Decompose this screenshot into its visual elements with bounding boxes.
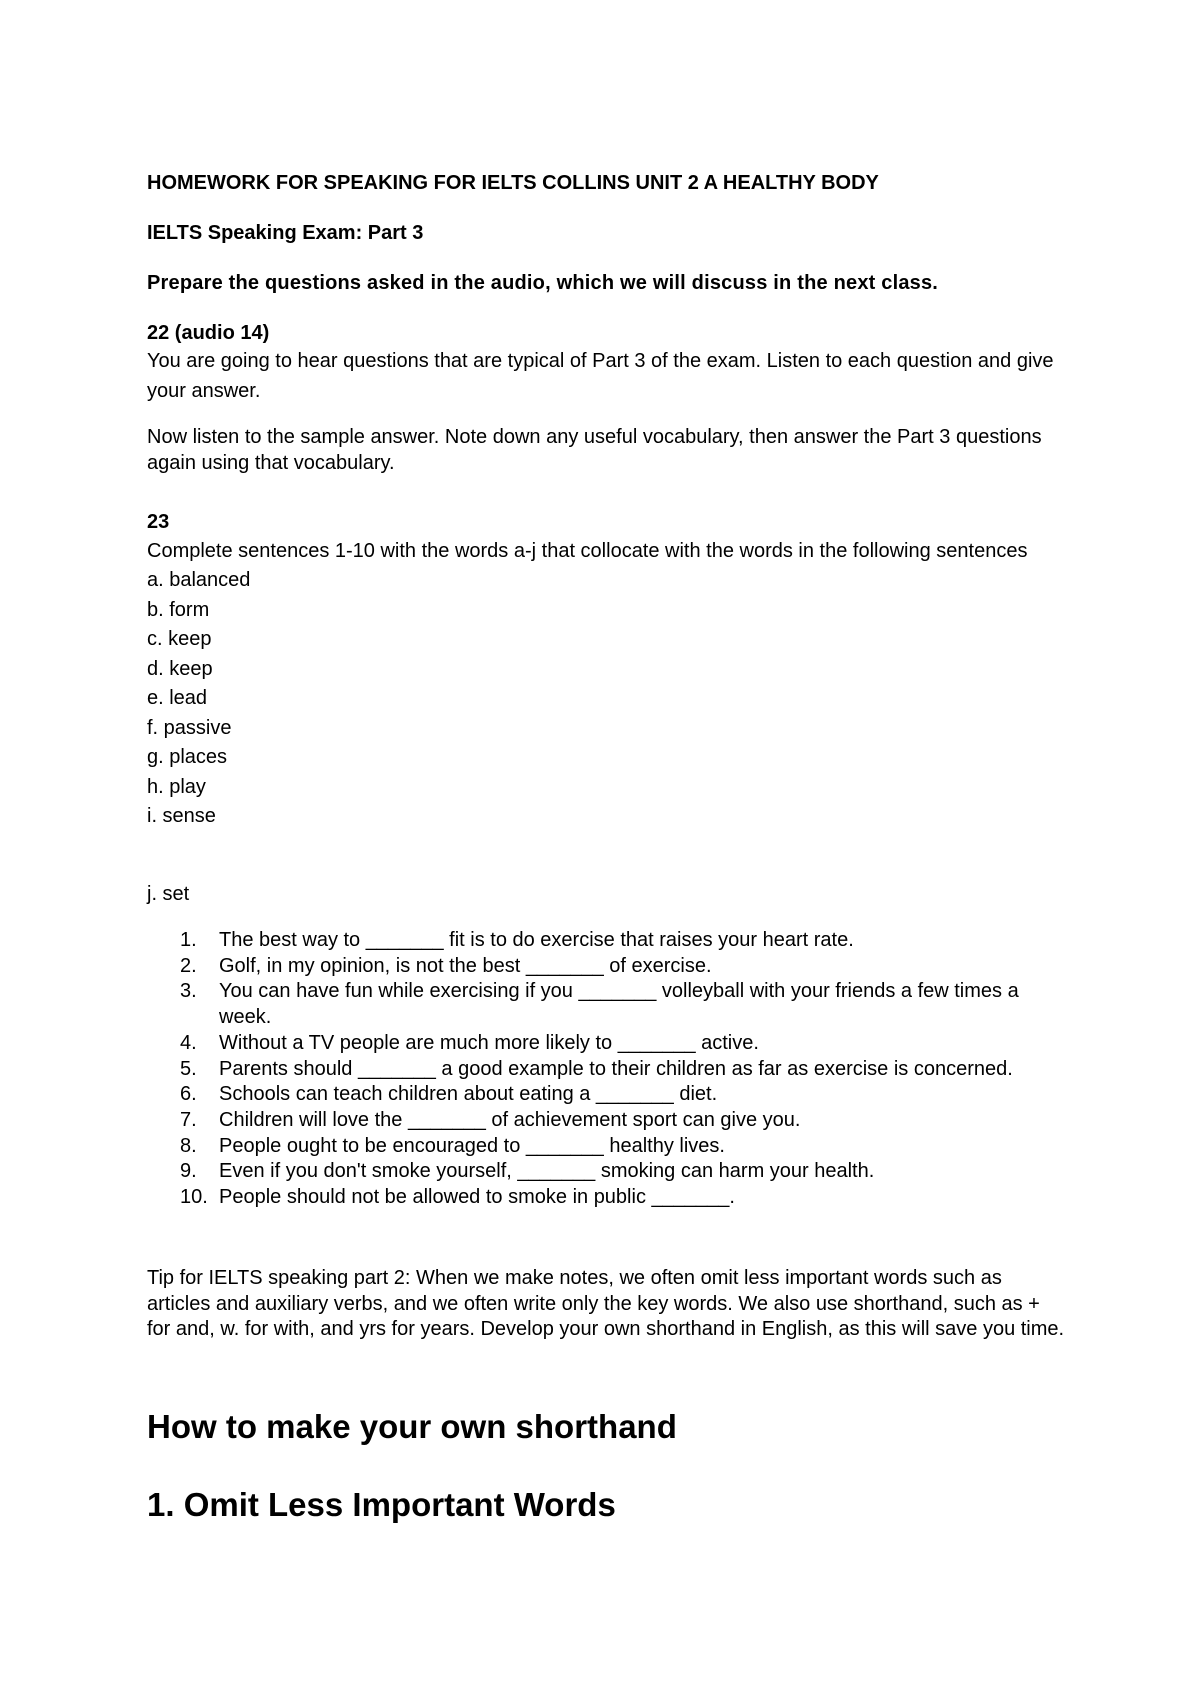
speaking-tip: Tip for IELTS speaking part 2: When we make notes, we often omit less important words such as articles and auxiliary verbs, and we often write only the key words. We also use shorthand, such as + for and, w. for with, and yrs for years. Develop your own shorthand in English, as this will save you time. [147, 1267, 1065, 1341]
word-option: f. passive [147, 716, 232, 739]
homework-instruction: Prepare the questions asked in the audio, which we will discuss in the next class. [147, 272, 939, 294]
sentence-item [147, 954, 1067, 980]
sentence-number: 4. [180, 1031, 197, 1054]
word-option: b. form [147, 598, 210, 621]
sentence-number: 6. [180, 1083, 197, 1106]
sentence-item [147, 1159, 1067, 1185]
word-option: i. sense [147, 805, 216, 827]
sentence-text: Without a TV people are much more likely to _______ active. [219, 1031, 759, 1054]
sentences-list [147, 928, 1067, 1211]
sentence-text: Even if you don't smoke yourself, _______ smoking can harm your health. [219, 1160, 875, 1183]
word-option: h. play [147, 775, 206, 798]
exercise-22 [147, 320, 1067, 476]
exercise-23 [147, 508, 1067, 832]
exercise-23-number: 23 [147, 511, 170, 533]
sentence-item [147, 1057, 1067, 1083]
document-title: HOMEWORK FOR SPEAKING FOR IELTS COLLINS UNIT 2 A HEALTHY BODY [147, 172, 879, 194]
exercise-22-paragraph-2: Now listen to the sample answer. Note down any useful vocabulary, then answer the Part 3 questions again using that vocabulary. [147, 426, 1042, 474]
sentence-number: 10. [180, 1186, 208, 1209]
sentence-number: 9. [180, 1160, 197, 1183]
sentence-item [147, 1134, 1067, 1160]
sentence-number: 2. [180, 954, 197, 977]
sentence-text: You can have fun while exercising if you _______ volleyball with your friends a few times a week. [219, 980, 1019, 1029]
sentence-text: People ought to be encouraged to _______ healthy lives. [219, 1134, 725, 1157]
sentence-text: The best way to _______ fit is to do exercise that raises your heart rate. [219, 929, 854, 951]
sentence-number: 5. [180, 1057, 197, 1080]
sentence-number: 8. [180, 1134, 197, 1157]
word-option: d. keep [147, 657, 213, 680]
word-option: a. balanced [147, 569, 251, 591]
word-option: g. places [147, 746, 228, 768]
sentence-number: 7. [180, 1108, 197, 1131]
word-options-list [147, 566, 1067, 832]
exercise-22-number: 22 (audio 14) [147, 322, 270, 344]
sentence-number: 3. [180, 980, 197, 1003]
sentence-item [147, 928, 1067, 954]
sentence-item [147, 1031, 1067, 1057]
exercise-22-paragraph-1: You are going to hear questions that are typical of Part 3 of the exam. Listen to each question and give your answer. [147, 350, 1054, 402]
word-option: c. keep [147, 628, 212, 650]
sentence-item [147, 1185, 1067, 1211]
word-option: e. lead [147, 687, 208, 709]
sentence-text: Golf, in my opinion, is not the best _______ of exercise. [219, 954, 712, 977]
exercise-23-instruction: Complete sentences 1-10 with the words a-j that collocate with the words in the following sentences [147, 540, 1028, 562]
shorthand-heading: How to make your own shorthand [147, 1408, 677, 1445]
exam-heading: IELTS Speaking Exam: Part 3 [147, 222, 424, 244]
word-option: j. set [147, 883, 190, 905]
omit-words-heading: 1. Omit Less Important Words [147, 1486, 616, 1523]
sentence-number: 1. [180, 929, 197, 951]
sentence-item [147, 1108, 1067, 1134]
sentence-text: People should not be allowed to smoke in public _______. [219, 1186, 735, 1209]
sentence-text: Children will love the _______ of achievement sport can give you. [219, 1108, 801, 1131]
sentence-text: Schools can teach children about eating a _______ diet. [219, 1083, 718, 1106]
sentence-item [147, 979, 1067, 1030]
sentence-item [147, 1082, 1067, 1108]
sentence-text: Parents should _______ a good example to their children as far as exercise is concerned. [219, 1057, 1013, 1080]
